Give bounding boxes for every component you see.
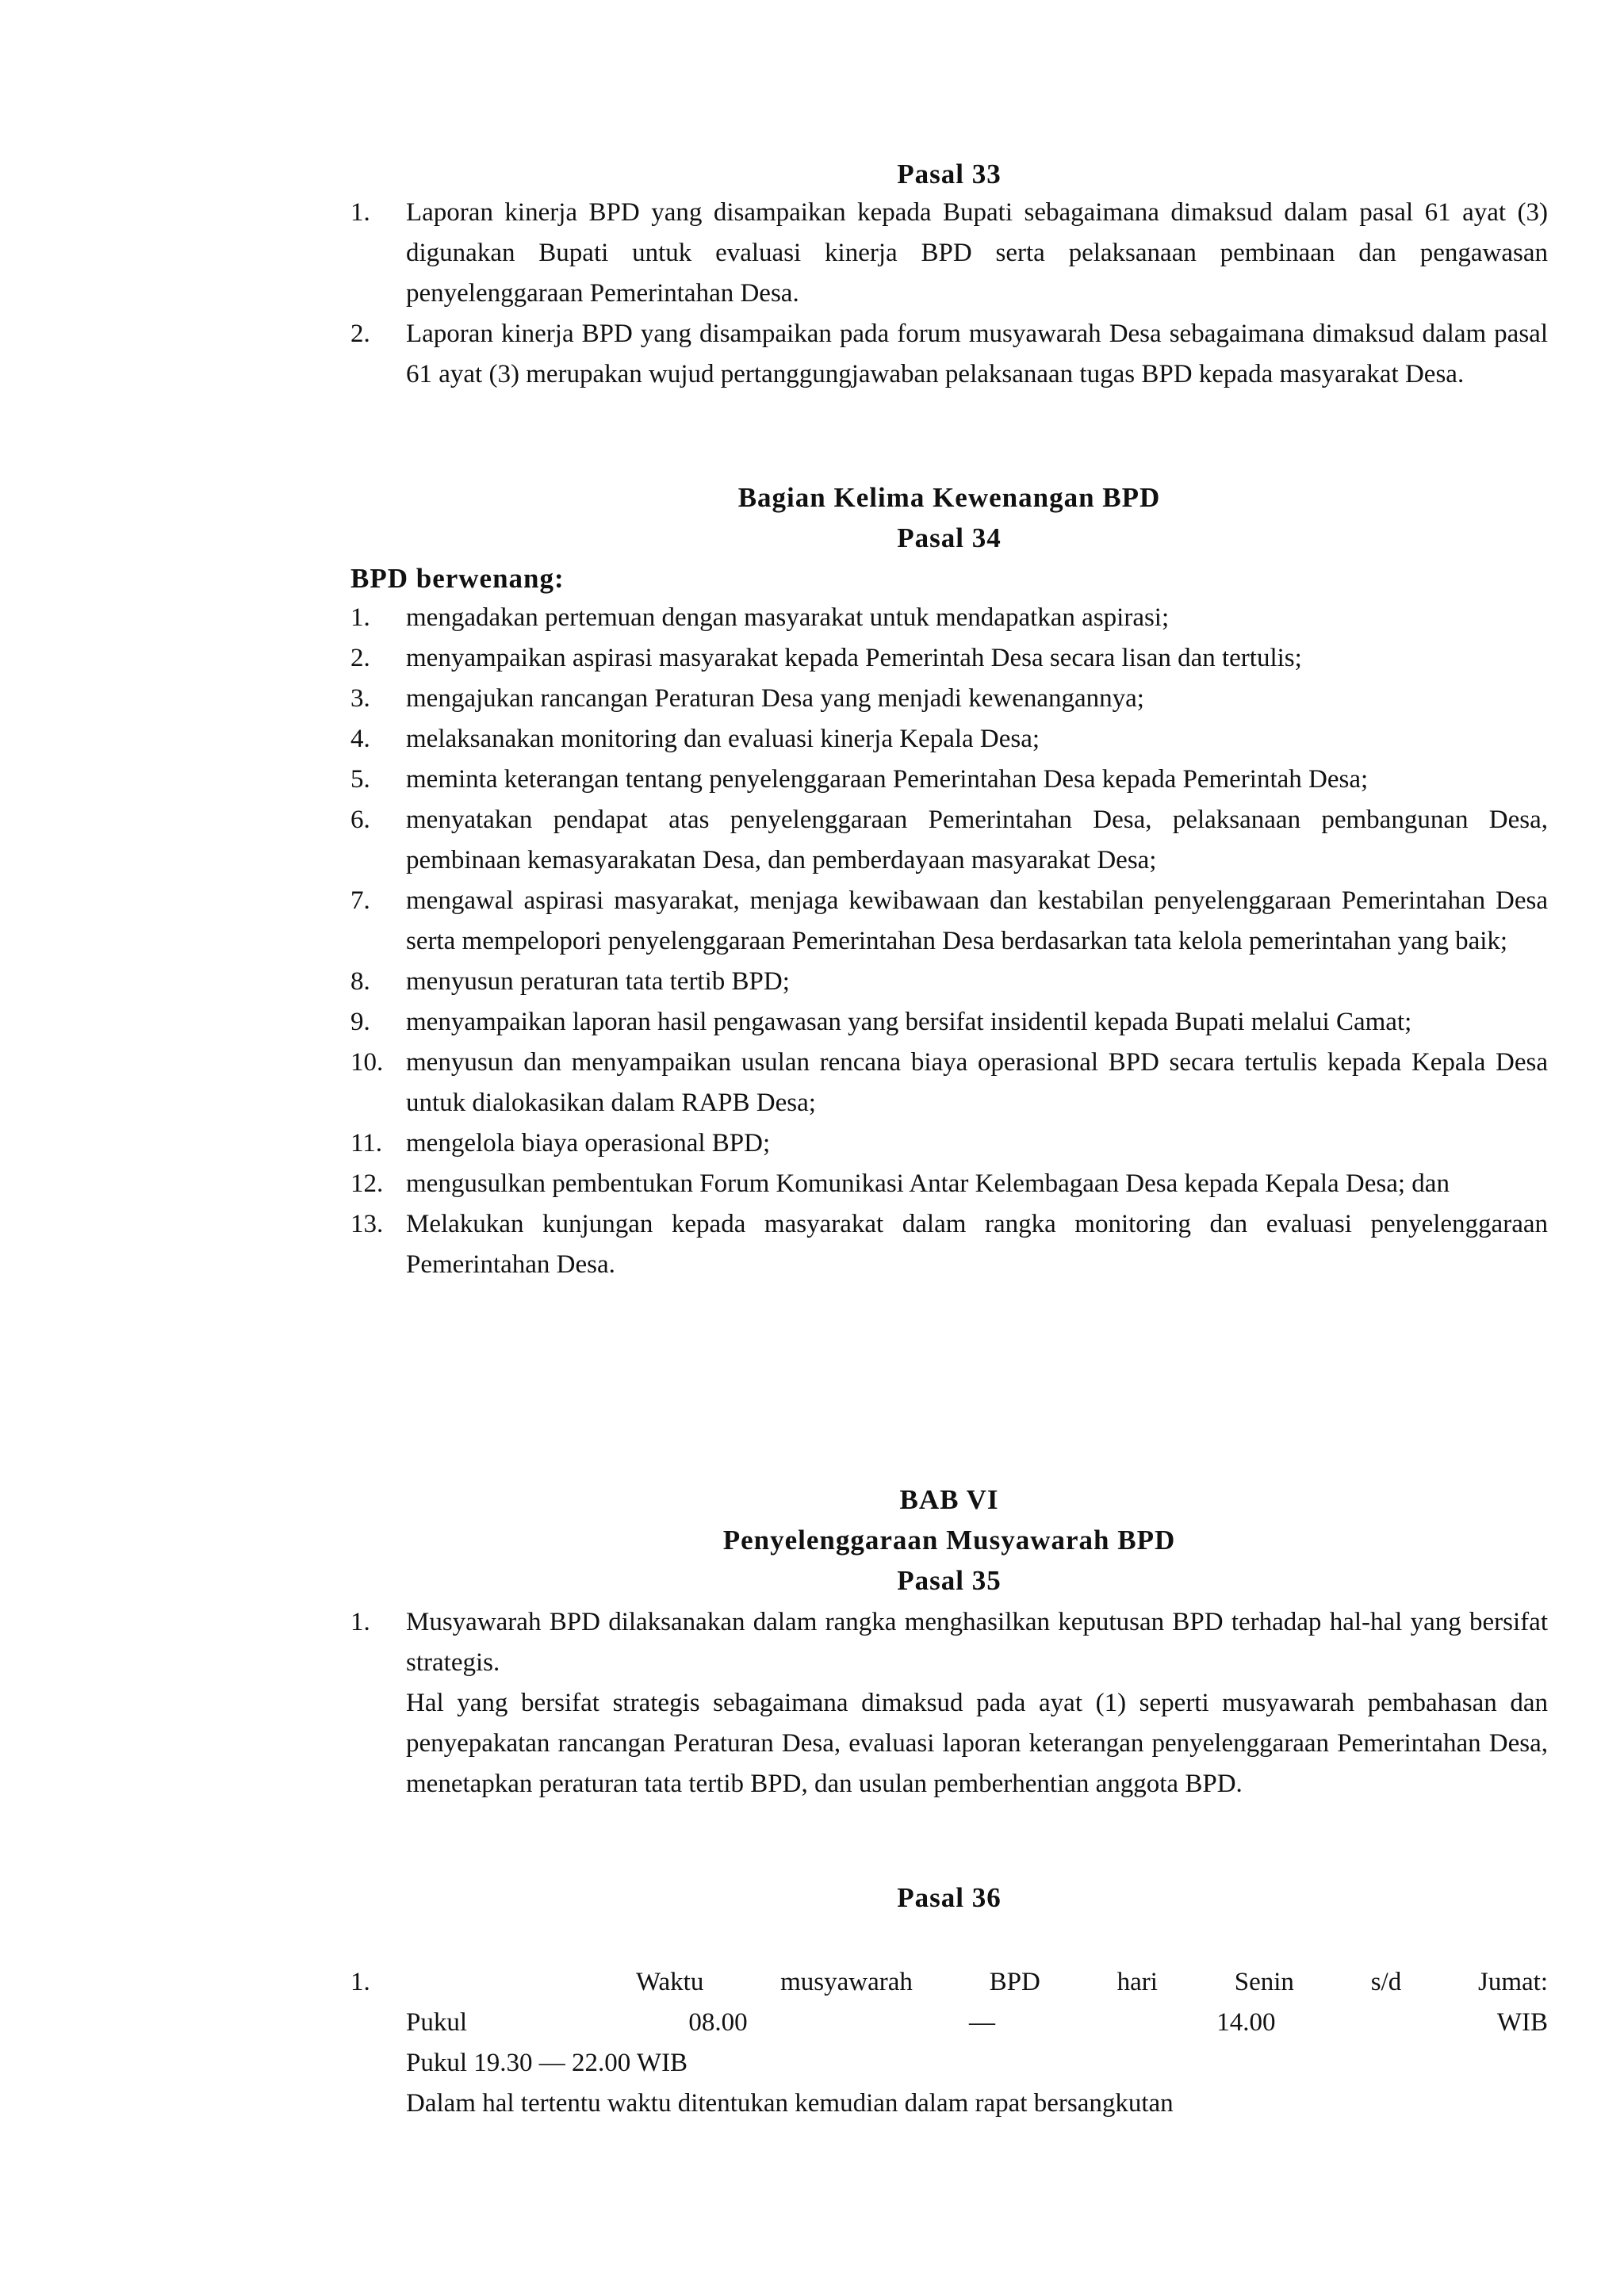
item-text: mengadakan pertemuan dengan masyarakat untuk mendapatkan aspirasi; [406,603,1170,632]
list-item [350,1962,1548,2124]
item-text: Laporan kinerja BPD yang disampaikan kepada Bupati sebagaimana dimaksud dalam pasal 61 ayat (3) digunakan Bupati untuk evaluasi kinerja BPD serta pelaksanaan pembinaan dan pengawasan penyelenggaraan Pemerintahan Desa. [406,198,1548,308]
item-text: Laporan kinerja BPD yang disampaikan pada forum musyawarah Desa sebagaimana dimaksud dalam pasal 61 ayat (3) merupakan wujud pertanggungjawaban pelaksanaan tugas BPD kepada masyarakat Desa. [406,320,1548,388]
schedule-note: Dalam hal tertentu waktu ditentukan kemudian dalam rapat bersangkutan [406,2089,1174,2118]
list-item [350,1043,1548,1123]
pasal-35-heading: Pasal 35 [897,1565,1002,1596]
item-text: mengusulkan pembentukan Forum Komunikasi Antar Kelembagaan Desa kepada Kepala Desa; dan [406,1169,1450,1198]
schedule-line-hours [406,2003,1548,2043]
item-number: 5. [350,765,370,794]
item-text: menyampaikan laporan hasil pengawasan yang bersifat insidentil kepada Bupati melalui Camat; [406,1008,1412,1036]
item-number: 2. [350,644,370,672]
item-number: 10. [350,1048,384,1077]
list-item [350,638,1548,679]
list-item [350,1602,1548,1804]
item-number: 11. [350,1129,383,1158]
list-item [350,1204,1548,1285]
item-number: 1. [350,1968,370,1996]
item-text: menyampaikan aspirasi masyarakat kepada Pemerintah Desa secara lisan dan tertulis; [406,644,1302,672]
list-item [350,719,1548,760]
item-number: 12. [350,1169,384,1198]
item-number: 4. [350,725,370,753]
word: 08.00 [688,2008,748,2037]
word: 14.00 [1216,2008,1276,2037]
item-number: 13. [350,1210,384,1238]
item-text: meminta keterangan tentang penyelenggaraan Pemerintahan Desa kepada Pemerintah Desa; [406,765,1369,794]
item-text: Melakukan kunjungan kepada masyarakat dalam rangka monitoring dan evaluasi penyelenggaraan Pemerintahan Desa. [406,1210,1548,1279]
pasal-34-heading: Pasal 34 [897,522,1002,553]
item-text: mengawal aspirasi masyarakat, menjaga kewibawaan dan kestabilan penyelenggaraan Pemerintahan Desa serta mempelopori penyelenggaraan Pemerintahan Desa berdasarkan tata kelola pemerintahan yang baik; [406,886,1548,955]
list-item [350,962,1548,1002]
item-number: 1. [350,1608,370,1636]
list-item [350,1123,1548,1164]
item-text: melaksanakan monitoring dan evaluasi kinerja Kepala Desa; [406,725,1040,753]
list-item [350,800,1548,881]
bagian-kelima-heading: Bagian Kelima Kewenangan BPD [737,482,1161,513]
item-text: mengajukan rancangan Peraturan Desa yang menjadi kewenangannya; [406,684,1144,713]
pasal-36-list [350,1962,1548,2124]
item-text [406,1962,1548,2124]
item-number: 3. [350,684,370,713]
item-number: 7. [350,886,370,915]
word: hari [1116,1968,1158,1996]
list-item [350,679,1548,719]
item-continuation: Hal yang bersifat strategis sebagaimana dimaksud pada ayat (1) seperti musyawarah pembahasan dan penyepakatan rancangan Peraturan Desa, evaluasi laporan keterangan penyelenggaraan Pemerintahan Desa, menetapkan peraturan tata tertib BPD, dan usulan pemberhentian anggota BPD. [406,1689,1548,1798]
pasal-33-heading: Pasal 33 [897,159,1002,189]
schedule-line-days [406,1962,1548,2003]
list-item [350,598,1548,638]
word: — [968,2008,995,2037]
word: BPD [989,1968,1040,1996]
item-number: 1. [350,198,370,227]
item-text: menyatakan pendapat atas penyelenggaraan Pemerintahan Desa, pelaksanaan pembangunan Desa, pembinaan kemasyarakatan Desa, dan pemberdayaan masyarakat Desa; [406,806,1548,874]
list-item [350,1164,1548,1204]
word: Senin [1234,1968,1294,1996]
item-text: mengelola biaya operasional BPD; [406,1129,771,1158]
item-number: 6. [350,806,370,834]
list-item [350,760,1548,800]
list-item [350,881,1548,962]
word: Waktu [636,1968,704,1996]
word: musyawarah [780,1968,913,1996]
item-text: Musyawarah BPD dilaksanakan dalam rangka menghasilkan keputusan BPD terhadap hal-hal yang bersifat strategis. [406,1608,1548,1677]
bab-vi-subheading: Penyelenggaraan Musyawarah BPD [722,1525,1176,1556]
pasal-36-heading: Pasal 36 [897,1882,1002,1913]
item-number: 2. [350,320,370,348]
schedule-line-evening: Pukul 19.30 — 22.00 WIB [406,2049,688,2077]
word: s/d [1370,1968,1402,1996]
pasal-33-list [350,193,1548,395]
pasal-34-list [350,598,1548,1285]
word: Jumat: [1478,1968,1548,1996]
list-item [350,314,1548,395]
list-item [350,193,1548,314]
word: WIB [1496,2008,1548,2037]
item-text: menyusun peraturan tata tertib BPD; [406,967,790,996]
item-number: 1. [350,603,370,632]
pasal-35-list [350,1602,1548,1804]
item-number: 8. [350,967,370,996]
item-text: menyusun dan menyampaikan usulan rencana biaya operasional BPD secara tertulis kepada Kepala Desa untuk dialokasikan dalam RAPB Desa; [406,1048,1548,1117]
item-number: 9. [350,1008,370,1036]
list-item [350,1002,1548,1043]
bab-vi-heading: BAB VI [899,1484,999,1515]
word: Pukul [406,2008,468,2037]
bpd-berwenang-label: BPD berwenang: [350,563,565,594]
